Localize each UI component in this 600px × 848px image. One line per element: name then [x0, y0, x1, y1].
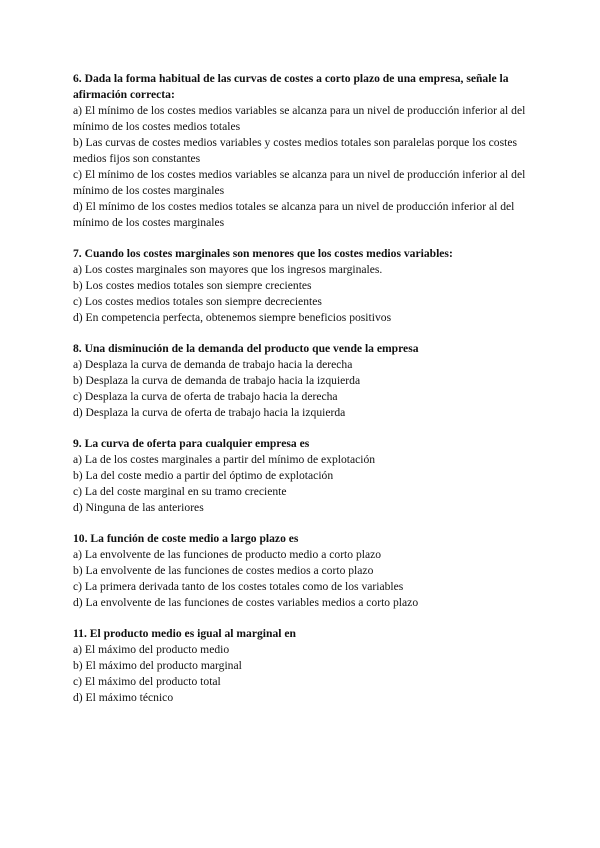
question-title: 8. Una disminución de la demanda del producto que vende la empresa: [73, 342, 419, 355]
question-title: 6. Dada la forma habitual de las curvas de costes a corto plazo de una empresa, señale la afirmación correcta:: [73, 72, 509, 101]
option-b: b) Los costes medios totales son siempre crecientes: [73, 279, 312, 292]
question-11: [73, 626, 533, 706]
option-c: c) Desplaza la curva de oferta de trabajo hacia la derecha: [73, 390, 338, 403]
option-a: a) La de los costes marginales a partir del mínimo de explotación: [73, 453, 376, 466]
question-list: [73, 71, 533, 721]
option-c: c) La del coste marginal en su tramo creciente: [73, 485, 287, 498]
option-c: c) El máximo del producto total: [73, 675, 221, 688]
option-d: d) Ninguna de las anteriores: [73, 501, 204, 514]
question-6: [73, 71, 533, 231]
option-c: c) Los costes medios totales son siempre decrecientes: [73, 295, 322, 308]
option-a: a) El máximo del producto medio: [73, 643, 230, 656]
option-b: b) Las curvas de costes medios variables y costes medios totales son paralelas porque los costes medios fijos son constantes: [73, 136, 517, 165]
option-d: d) El máximo técnico: [73, 691, 174, 704]
option-b: b) La del coste medio a partir del óptimo de explotación: [73, 469, 334, 482]
option-a: a) El mínimo de los costes medios variables se alcanza para un nivel de producción inferior al del mínimo de los costes medios totales: [73, 104, 526, 133]
option-d: d) Desplaza la curva de oferta de trabajo hacia la izquierda: [73, 406, 346, 419]
option-a: a) La envolvente de las funciones de producto medio a corto plazo: [73, 548, 382, 561]
question-7: [73, 246, 533, 326]
option-b: b) El máximo del producto marginal: [73, 659, 242, 672]
question-title: 7. Cuando los costes marginales son menores que los costes medios variables:: [73, 247, 453, 260]
option-d: d) En competencia perfecta, obtenemos siempre beneficios positivos: [73, 311, 392, 324]
option-c: c) El mínimo de los costes medios variables se alcanza para un nivel de producción inferior al del mínimo de los costes marginales: [73, 168, 526, 197]
option-a: a) Desplaza la curva de demanda de trabajo hacia la derecha: [73, 358, 353, 371]
question-10: [73, 531, 533, 611]
option-d: d) La envolvente de las funciones de costes variables medios a corto plazo: [73, 596, 419, 609]
option-b: b) Desplaza la curva de demanda de trabajo hacia la izquierda: [73, 374, 361, 387]
question-title: 10. La función de coste medio a largo plazo es: [73, 532, 299, 545]
option-c: c) La primera derivada tanto de los costes totales como de los variables: [73, 580, 404, 593]
question-8: [73, 341, 533, 421]
question-9: [73, 436, 533, 516]
question-title: 9. La curva de oferta para cualquier empresa es: [73, 437, 310, 450]
option-a: a) Los costes marginales son mayores que los ingresos marginales.: [73, 263, 383, 276]
question-title: 11. El producto medio es igual al marginal en: [73, 627, 296, 640]
option-d: d) El mínimo de los costes medios totales se alcanza para un nivel de producción inferior al del mínimo de los costes marginales: [73, 200, 515, 229]
option-b: b) La envolvente de las funciones de costes medios a corto plazo: [73, 564, 374, 577]
